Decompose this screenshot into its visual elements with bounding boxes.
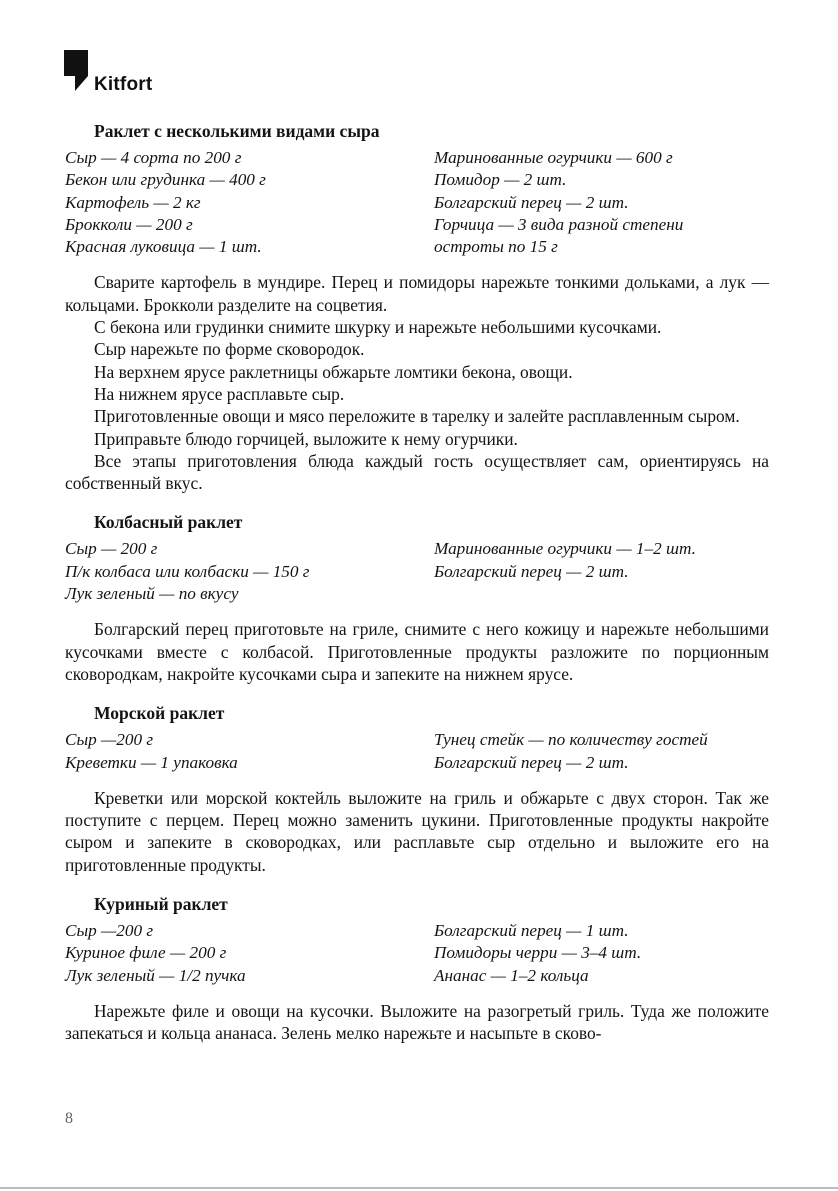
ingredient-item: Горчица — 3 вида разной степени [434, 214, 684, 234]
page-number: 8 [65, 1110, 73, 1127]
ingredients-list [65, 920, 769, 987]
ingredient-item: Помидоры черри — 3–4 шт. [434, 943, 642, 963]
ingredient-item: П/к колбаса или колбаски — 150 г [65, 561, 310, 581]
step-paragraph: На нижнем ярусе расплавьте сыр. [94, 383, 345, 404]
ingredient-item: Сыр —200 г [65, 921, 154, 941]
step-paragraph: Приправьте блюдо горчицей, выложите к нему огурчики. [94, 428, 518, 449]
ingredient-item: Красная луковица — 1 шт. [65, 237, 262, 257]
recipe-title: Морской раклет [94, 703, 225, 724]
ingredient-item: Ананас — 1–2 кольца [434, 965, 589, 985]
ingredients-column-left [65, 920, 434, 987]
ingredients-column-left [65, 729, 434, 774]
step-paragraph: Нарежьте филе и овощи на кусочки. Выложите на разогретый гриль. Туда же положите запекаться и кольца ананаса. Зелень мелко нарежьте и насыпьте в сково- [65, 1000, 769, 1044]
ingredients-list [65, 147, 769, 258]
ingredient-item: Брокколи — 200 г [65, 214, 193, 234]
ingredients-list [65, 729, 769, 774]
bottom-divider [0, 1187, 838, 1189]
ingredient-item: Помидор — 2 шт. [434, 170, 567, 190]
ingredients-column-right [434, 538, 769, 605]
ingredients-column-left [65, 147, 434, 258]
step-paragraph: На верхнем ярусе раклетницы обжарьте ломтики бекона, овощи. [94, 361, 573, 382]
ingredients-list [65, 538, 769, 605]
ingredient-item: Маринованные огурчики — 600 г [434, 148, 673, 167]
recipe-title: Куриный раклет [94, 894, 228, 915]
recipe-section [65, 701, 769, 876]
step-paragraph: Креветки или морской коктейль выложите на гриль и обжарьте с двух сторон. Так же поступите с перцем. Перец можно заменить цукини. Приготовленные продукты накройте сыром и запеките в сковородках, или расплавьте сыр отдельно и выложите его на приготовленные продукты. [65, 787, 769, 875]
brand-name: Kitfort [94, 74, 153, 95]
page-content [65, 119, 769, 1045]
ingredient-item: остроты по 15 г [434, 237, 558, 257]
step-paragraph: С бекона или грудинки снимите шкурку и нарежьте небольшими кусочками. [94, 317, 662, 338]
ingredients-column-right [434, 729, 769, 774]
recipe-section [65, 119, 769, 494]
recipe-section [65, 510, 769, 685]
ingredients-column-left [65, 538, 434, 605]
ingredient-item: Сыр — 4 сорта по 200 г [65, 148, 242, 167]
recipe-section [65, 892, 769, 1044]
step-paragraph: Сыр нарежьте по форме сковородок. [94, 339, 365, 360]
step-paragraph: Болгарский перец приготовьте на гриле, снимите с него кожицу и нарежьте небольшими кусочками вместе с колбасой. Приготовленные продукты разложите по порционным сковородкам, накройте кусочками сыра и запеките на нижнем ярусе. [65, 619, 769, 684]
ingredients-column-right [434, 147, 769, 258]
ingredient-item: Бекон или грудинка — 400 г [65, 170, 266, 190]
recipe-steps [65, 271, 769, 494]
recipe-title: Раклет с несколькими видами сыра [94, 121, 380, 141]
recipe-steps [65, 1000, 769, 1045]
step-paragraph: Сварите картофель в мундире. Перец и помидоры нарежьте тонкими дольками, а лук — кольцами. Брокколи разделите на соцветия. [65, 272, 769, 315]
recipe-steps [65, 618, 769, 685]
brand-logo [64, 50, 184, 100]
ingredient-item: Болгарский перец — 2 шт. [434, 752, 629, 772]
ingredient-item: Болгарский перец — 1 шт. [434, 921, 629, 941]
ingredient-item: Болгарский перец — 2 шт. [434, 561, 629, 581]
ingredients-column-right [434, 920, 769, 987]
ingredient-item: Лук зеленый — по вкусу [65, 584, 239, 604]
ingredient-item: Сыр — 200 г [65, 539, 158, 559]
ingredient-item: Маринованные огурчики — 1–2 шт. [434, 539, 696, 559]
ingredient-item: Куриное филе — 200 г [65, 943, 227, 963]
step-paragraph: Все этапы приготовления блюда каждый гость осуществляет сам, ориентируясь на собственный вкус. [65, 450, 769, 494]
step-paragraph: Приготовленные овощи и мясо переложите в тарелку и залейте расплавленным сыром. [94, 406, 740, 427]
ingredient-item: Тунец стейк — по количеству гостей [434, 730, 708, 750]
recipe-title: Колбасный раклет [94, 512, 243, 533]
ingredient-item: Лук зеленый — 1/2 пучка [65, 965, 246, 985]
ingredient-item: Болгарский перец — 2 шт. [434, 192, 629, 212]
kitfort-logo-icon [64, 50, 92, 94]
ingredient-item: Креветки — 1 упаковка [65, 752, 238, 772]
ingredient-item: Картофель — 2 кг [65, 192, 201, 212]
ingredient-item: Сыр —200 г [65, 730, 154, 750]
recipe-steps [65, 787, 769, 876]
